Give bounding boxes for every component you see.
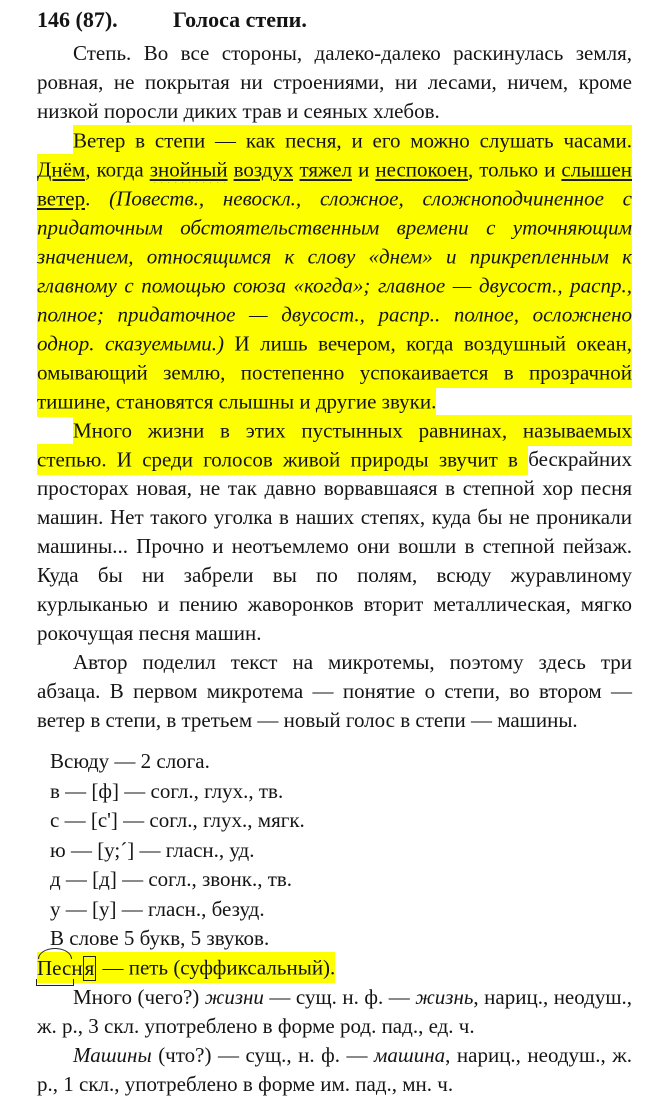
text-segment: . [85, 183, 109, 214]
phonetic-line-u: у — [у] — гласн., безуд. [50, 896, 265, 921]
phonetic-line-yu: ю — [у;´] — гласн., уд. [50, 837, 255, 862]
text-segment: ветер [37, 183, 85, 214]
text-segment: , нариц., неодуш., ж. р., 3 скл. употреблено в форме род. пад., ед. ч. [37, 984, 633, 1038]
text-segment: бескрайних просторах новая, не так давно ворвавшаяся в степной хор песня машин. Нет такого уголка в наших степях, куда бы не проникали машины... Прочно и неотъемлемо они вошли в степной пейзаж. Куда бы ни забрели вы по полям, всюду журавлиному курлыканью и пению жаворонков вторит металлическая, мягко рокочущая песня машин. [37, 447, 632, 645]
paragraph-steppe-intro [37, 39, 632, 126]
text-segment: , только и [468, 154, 561, 185]
text-segment: знойный [150, 154, 228, 185]
text-segment: неспокоен [375, 154, 468, 185]
exercise-header [37, 5, 632, 39]
text-segment: (Повеств., невоскл., сложное, сложноподчиненное с придаточным обстоятельственным времени с уточняющим значением, относящимся к слову «днем» и прикрепленным к главному с помощью союза «когда»; главное — двусост., распр., полное; придаточное — двусост., распр.. полное, осложнено однор. сказуемыми.) [37, 183, 632, 359]
morphology-block [37, 983, 632, 1099]
text-segment: Ветер в степи — как песня, и его можно слушать часами. [73, 125, 632, 156]
phonetic-line-d: д — [д] — согл., звонк., тв. [50, 867, 293, 891]
phonetic-line-total: В слове 5 букв, 5 звуков. [50, 926, 270, 950]
exercise-number: 146 (87). [37, 7, 118, 32]
text-segment: Днём [37, 154, 85, 185]
paragraph-wind-analysis [37, 126, 632, 416]
paragraph-life-machines [37, 416, 632, 648]
text-segment: жизни [204, 984, 264, 1009]
text-segment: воздух [234, 154, 294, 185]
text-segment: — сущ. н. ф. — [263, 984, 416, 1009]
text-segment: Много (чего?) [73, 984, 205, 1009]
phonetic-line-s: с — [с'] — согл., глух., мягк. [50, 808, 305, 832]
text-segment: И лишь вечером, когда воздушный океан, омывающий землю, постепенно успокаивается в прозрачной тишине, становятся слышны и другие звуки. [37, 328, 632, 417]
phonetic-analysis-block [37, 747, 632, 954]
text-segment: машина [373, 1042, 446, 1067]
morpheme-root-stem: Песн [37, 954, 83, 983]
morphemic-analysis-line [37, 954, 632, 983]
text-segment: Автор поделил текст на микротемы, поэтому здесь три абзаца. В первом микротема — понятие о степи, во втором — ветер в степи, в третьем — новый голос в степи — машины. [37, 650, 632, 732]
text-segment-underline [37, 154, 85, 185]
text-segment [293, 154, 299, 185]
text-segment: Степь. Во все стороны, далеко-далеко раскинулась земля, ровная, не покрытая ни строениями, ни лесами, ничем, кроме низкой поросли диких трав и сеяных хлебов. [37, 41, 632, 123]
text-segment: и [352, 154, 375, 185]
text-segment: (что?) — сущ., н. ф. — [151, 1042, 374, 1067]
morphemic-derivation-text: — петь (суффиксальный). [97, 955, 336, 980]
morpheme-ending-box: я [84, 955, 95, 980]
phonetic-line-v: в — [ф] — согл., глух., тв. [50, 778, 284, 803]
text-segment-underline [150, 154, 228, 185]
exercise-title: Голоса степи. [173, 7, 307, 32]
phonetic-line-word: Всюду — 2 слога. [50, 749, 210, 773]
text-segment: жизнь [415, 984, 474, 1009]
morphology-mashiny [37, 1041, 632, 1099]
text-segment: , нариц., неодуш., ж. р., 1 скл., употреблено в форме им. пад., мн. ч. [37, 1042, 632, 1096]
text-segment: Машины [73, 1042, 152, 1067]
text-segment [228, 154, 234, 185]
text-segment: тяжел [300, 154, 353, 185]
text-segment: , когда [85, 154, 150, 185]
paragraph-microthemes [37, 648, 632, 735]
text-segment: Много жизни в этих пустынных равнинах, называемых степью. И среди голосов живой природы звучит в [37, 415, 632, 475]
morphemic-highlight [37, 952, 335, 983]
morphology-zhizni [37, 983, 632, 1041]
text-segment: слышен [561, 154, 632, 185]
